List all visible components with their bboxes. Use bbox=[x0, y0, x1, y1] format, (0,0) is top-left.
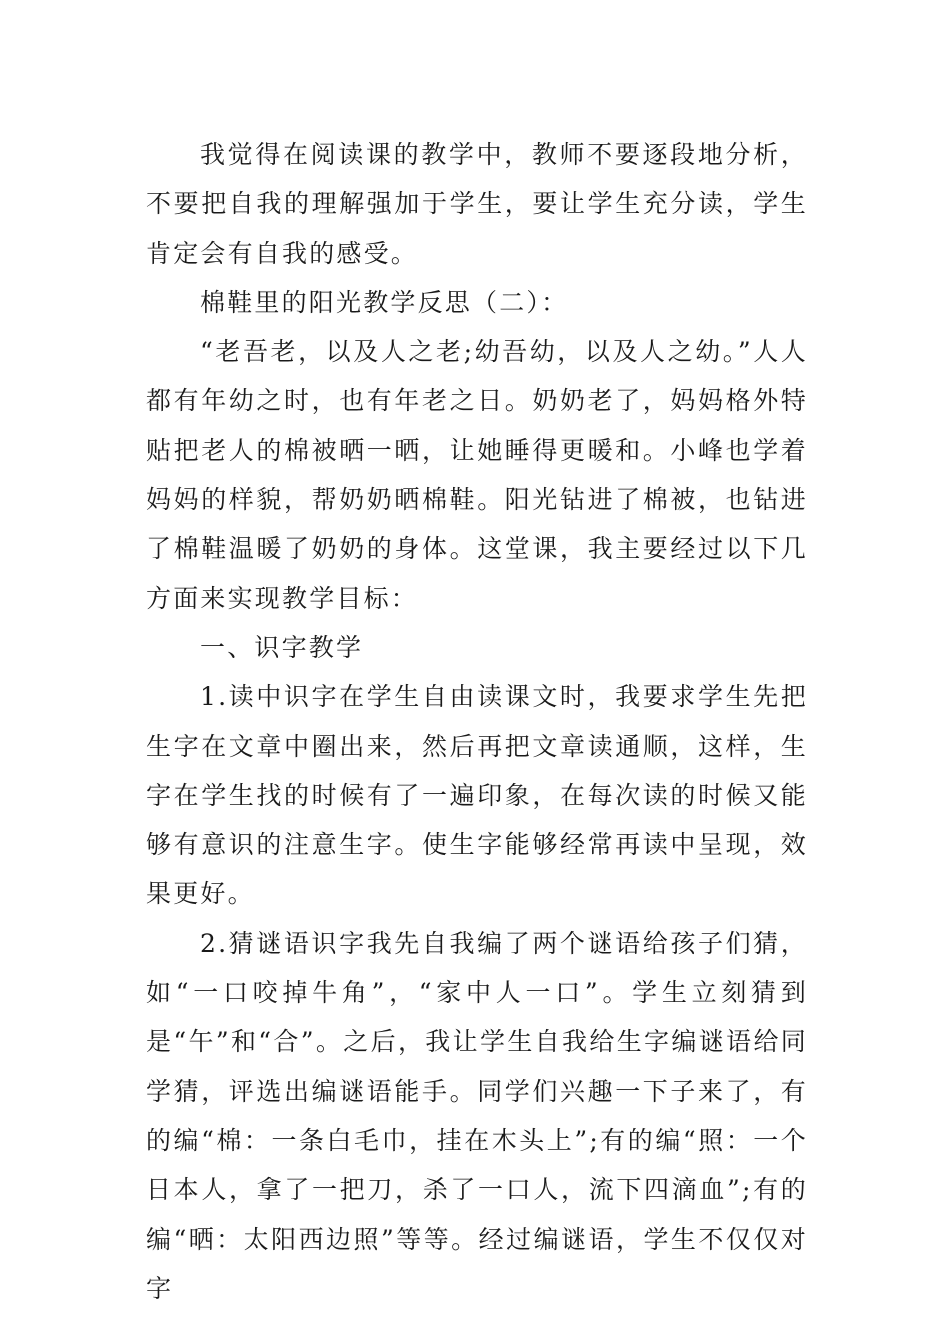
paragraph-item-2: 2.猜谜语识字我先自我编了两个谜语给孩子们猜，如“一口咬掉牛角”，“家中人一口”。学生立刻猜到是“午”和“合”。之后，我让学生自我给生字编谜语给同学猜，评选出编谜语能手。同学们兴趣一下子来了，有的编“棉：一条白毛巾，挂在木头上”;有的编“照：一个日本人，拿了一把刀，杀了一口人，流下四滴血”;有的编“晒：太阳西边照”等等。经过编谜语，学生不仅仅对字 bbox=[146, 928, 808, 1303]
paragraph-intro: “老吾老，以及人之老;幼吾幼，以及人之幼。”人人都有年幼之时，也有年老之日。奶奶老了，妈妈格外特贴把老人的棉被晒一晒，让她睡得更暖和。小峰也学着妈妈的样貌，帮奶奶晒棉鞋。阳光钻进了棉被，也钻进了棉鞋温暖了奶奶的身体。这堂课，我主要经过以下几方面来实现教学目标： bbox=[146, 337, 808, 613]
heading-literacy-teaching: 一、识字教学 bbox=[200, 632, 364, 662]
paragraph-reading-view: 我觉得在阅读课的教学中，教师不要逐段地分析，不要把自我的理解强加于学生，要让学生充分读，学生肯定会有自我的感受。 bbox=[146, 140, 808, 268]
document-body bbox=[146, 130, 808, 1313]
paragraph-item-1: 1.读中识字在学生自由读课文时，我要求学生先把生字在文章中圈出来，然后再把文章读通顺，这样，生字在学生找的时候有了一遍印象，在每次读的时候又能够有意识的注意生字。使生字能够经常再读中呈现，效果更好。 bbox=[146, 682, 808, 909]
section-title-reflection: 棉鞋里的阳光教学反思（二）： bbox=[200, 287, 569, 317]
